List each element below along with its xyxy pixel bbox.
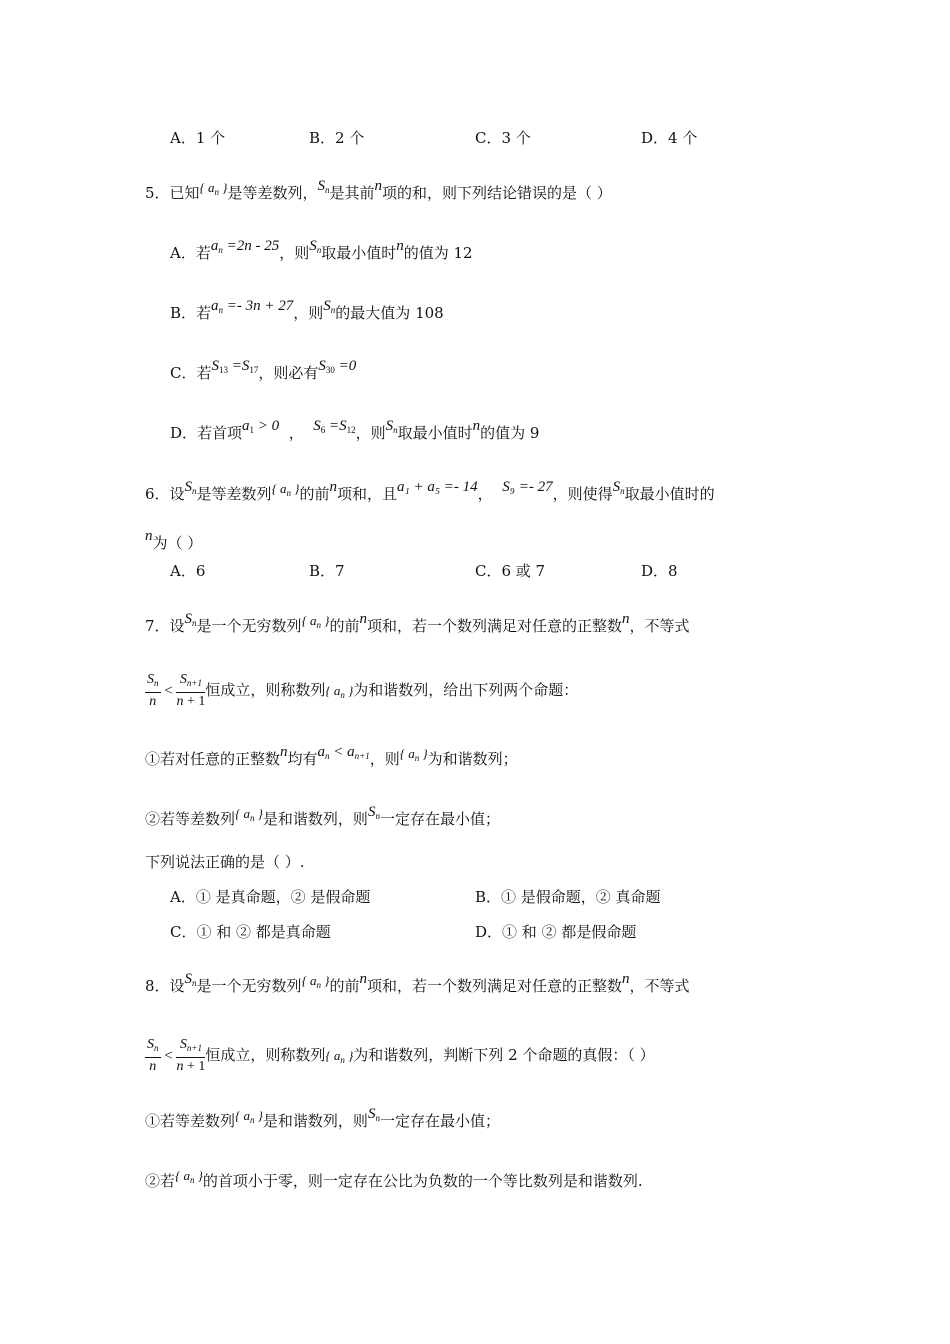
q8-stem-p4: ，不等式 (629, 977, 690, 995)
q5-b-mid: ，则 (293, 304, 324, 322)
q5-a-end: 取最小值时 (321, 244, 397, 262)
q7-stem-p1: 是一个无穷数列 (196, 617, 302, 635)
q5-b-tail: 的最大值为 108 (335, 304, 444, 322)
q5-option-c: C．若$S_{13} =S_{17}$，则必有$S_{30} =0$ (170, 358, 357, 382)
q6-stem-p3: 项和，且 (336, 485, 397, 503)
q5-stem-p1: 是等差数列， (227, 184, 318, 202)
q7-option-c: C．① 和 ② 都是真命题 (170, 923, 331, 941)
q7-stem-p6: 为和谐数列，给出下列两个命题： (353, 681, 579, 699)
q6-option-d: D．8 (641, 562, 678, 580)
q7-stem-p4: ，不等式 (629, 617, 690, 635)
q8-statement-2: ②若{ $a_n$ }的首项小于零，则一定存在公比为负数的一个等比数列是和谐数列. (145, 1168, 643, 1190)
q8-s2-b: 的首项小于零，则一定存在公比为负数的一个等比数列是和谐数列. (202, 1172, 643, 1190)
q5-stem-p2: 是其前 (329, 184, 375, 202)
q8-stem-p6: 为和谐数列，判断下列 2 个命题的真假：（ ） (353, 1046, 655, 1064)
q7-stem-p5: 恒成立，则称数列 (205, 681, 326, 699)
q7-inequality-line: $\frac{S_n}{n}$ < $\frac{S_{n+1}}{n + 1}$ 恒成立，则称数列{ $a_n$ }为和谐数列，给出下列两个命题： (147, 672, 579, 709)
q7-s2-a: ②若等差数列 (145, 810, 236, 828)
q8-stem-p1: 是一个无穷数列 (196, 977, 302, 995)
q5-b-pre: B．若 (170, 304, 212, 322)
q6-stem-p1: 是等差数列 (196, 485, 272, 503)
q4-option-c: C．3 个 (475, 129, 531, 147)
q8-stem: 8．设$S_n$是一个无穷数列{ $a_n$ }的前n项和，若一个数列满足对任意的正整数n，不等式 (145, 971, 690, 995)
q6-stem-line2: n为（ ） (145, 528, 203, 552)
q8-stem-p5: 恒成立，则称数列 (205, 1046, 326, 1064)
q6-stem: 6．设$S_n$是等差数列{ $a_n$ }的前n项和，且a₁ + a₅ =- 14， S₉ =- 27，则使得$S_n$取最小值时的 (145, 479, 715, 503)
q8-s1-a: ①若等差数列 (145, 1112, 236, 1130)
q7-s1-d: 为和谐数列； (427, 750, 518, 768)
q5-number: 5．已知 (145, 184, 200, 202)
q8-stem-p3: 项和，若一个数列满足对任意的正整数 (366, 977, 622, 995)
q7-s1-c: ，则 (369, 750, 400, 768)
q7-s2-b: 是和谐数列，则 (262, 810, 368, 828)
q5-option-a: A．若$a_n =2n - 25$，则$S_n$取最小值时n的值为 12 (170, 238, 473, 262)
q6-stem-p4: ， (477, 485, 493, 503)
q7-option-b: B．① 是假命题，② 真命题 (475, 888, 661, 906)
q8-s1-b: 是和谐数列，则 (262, 1112, 368, 1130)
q7-stem-p2: 的前 (329, 617, 360, 635)
q6-option-b: B．7 (309, 562, 345, 580)
q6-stem-p7: 为（ ） (152, 534, 203, 552)
q5-d-mid: ，则 (355, 424, 386, 442)
q6-stem-p6: 取最小值时的 (624, 485, 715, 503)
seq-a-n: { $a_n$ } (199, 180, 228, 197)
q7-s1-b: 均有 (287, 750, 318, 768)
fraction-sn1-over-n1: $\frac{S_{n+1}}{n + 1}$ (176, 672, 206, 709)
q5-d-tail: 的值为 9 (480, 424, 540, 442)
q6-expr2: S₉ =- 27 (502, 479, 553, 495)
q5-d-pre: D．若首项 (170, 424, 243, 442)
q7-s2-c: 一定存在最小值； (379, 810, 500, 828)
q8-inequality-line: $\frac{S_n}{n}$ < $\frac{S_{n+1}}{n + 1}$ 恒成立，则称数列{ $a_n$ }为和谐数列，判断下列 2 个命题的真假：（ ） (147, 1037, 655, 1074)
q8-number: 8．设 (145, 977, 185, 995)
q6-number: 6．设 (145, 485, 185, 503)
q6-option-a: A．6 (170, 562, 206, 580)
q7-option-a: A．① 是真命题，② 是假命题 (170, 888, 371, 906)
q5-a-pre: A．若 (170, 244, 211, 262)
q7-question: 下列说法正确的是（ ）. (145, 853, 305, 871)
q5-a-expr: =2n - 25 (226, 238, 280, 254)
q5-c-mid: ，则必有 (258, 364, 319, 382)
q7-number: 7．设 (145, 617, 185, 635)
q5-stem: 5．已知{ $a_n$ }是等差数列，$S_n$是其前n项的和，则下列结论错误的是（ ） (145, 178, 612, 202)
q4-option-d: D．4 个 (641, 129, 698, 147)
fraction-sn1-over-n1: $\frac{S_{n+1}}{n + 1}$ (176, 1037, 206, 1074)
q7-option-d: D．① 和 ② 都是假命题 (475, 923, 637, 941)
q6-expr1: a₁ + a₅ =- 14 (397, 479, 478, 495)
q7-stem: 7．设$S_n$是一个无穷数列{ $a_n$ }的前n项和，若一个数列满足对任意的正整数n，不等式 (145, 611, 690, 635)
q5-a-tail: 的值为 12 (403, 244, 473, 262)
q7-s1-a: ①若对任意的正整数 (145, 750, 281, 768)
q7-statement-2: ②若等差数列{ $a_n$ }是和谐数列，则$S_n$一定存在最小值； (145, 804, 500, 828)
q7-statement-1: ①若对任意的正整数n均有$a_n < a_{n+1}$，则{ $a_n$ }为和谐数列； (145, 744, 518, 768)
q5-a-mid: ，则 (279, 244, 310, 262)
q6-stem-p5: ，则使得 (552, 485, 613, 503)
q5-d-end: 取最小值时 (397, 424, 473, 442)
q6-stem-p2: 的前 (299, 485, 330, 503)
fraction-sn-over-n: $\frac{S_n}{n}$ (147, 1037, 159, 1074)
q4-option-b: B．2 个 (309, 129, 365, 147)
q8-s1-c: 一定存在最小值； (379, 1112, 500, 1130)
q5-option-d: D．若首项$a_1 > 0$ ， $S_6 =S_{12}$，则$S_n$取最小值时n的值为 9 (170, 418, 540, 442)
q8-statement-1: ①若等差数列{ $a_n$ }是和谐数列，则$S_n$一定存在最小值； (145, 1106, 500, 1130)
q5-stem-p3: 项的和，则下列结论错误的是（ ） (381, 184, 612, 202)
q8-s2-a: ②若 (145, 1172, 176, 1190)
q5-option-b: B．若$a_n =- 3n + 27$，则$S_n$的最大值为 108 (170, 298, 444, 322)
q8-stem-p2: 的前 (329, 977, 360, 995)
q5-b-expr: =- 3n + 27 (226, 298, 294, 314)
q6-option-c: C．6 或 7 (475, 562, 546, 580)
q4-option-a: A．1 个 (170, 129, 226, 147)
q7-stem-p3: 项和，若一个数列满足对任意的正整数 (366, 617, 622, 635)
q5-c-pre: C．若 (170, 364, 212, 382)
fraction-sn-over-n: $\frac{S_n}{n}$ (147, 672, 159, 709)
